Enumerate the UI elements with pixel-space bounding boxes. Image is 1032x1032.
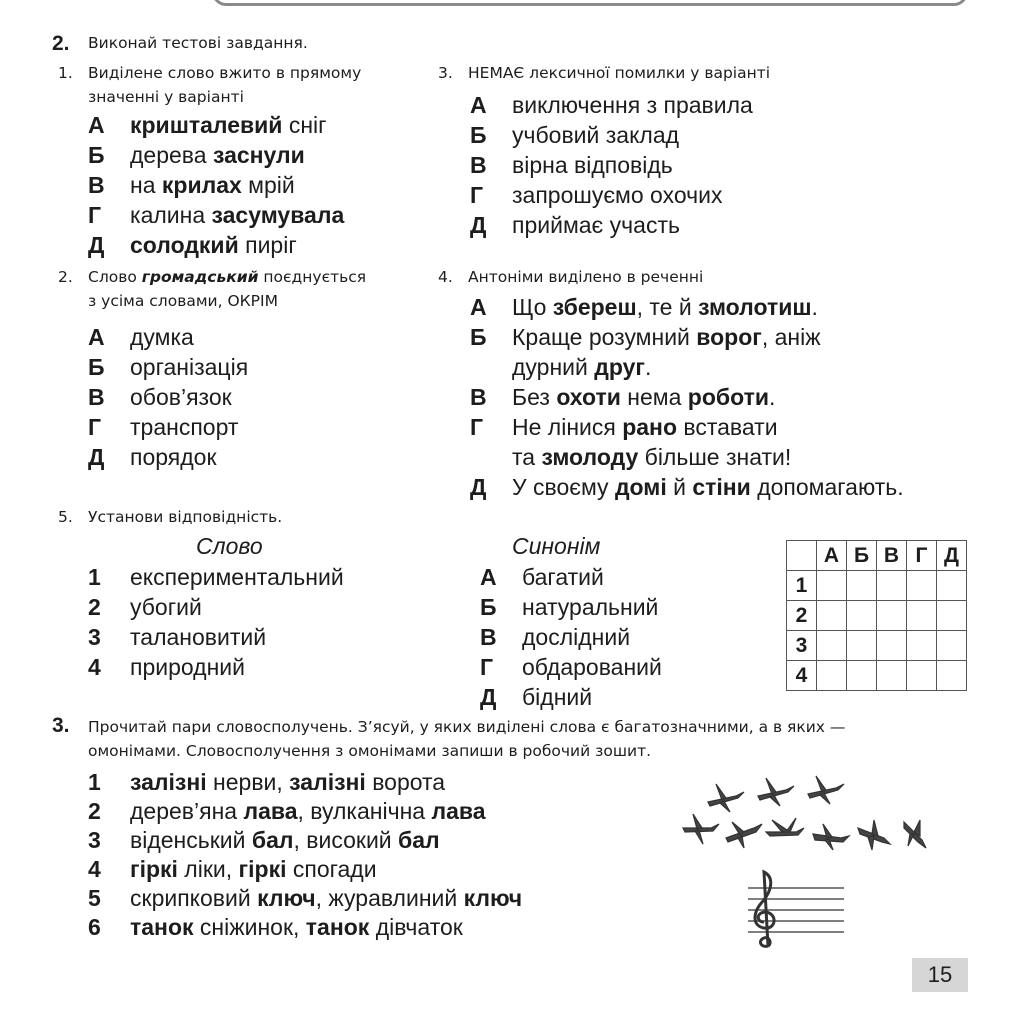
item-number: 6: [88, 914, 101, 940]
grid-row: [787, 661, 967, 691]
q2-options: [88, 322, 248, 472]
page-number: 15: [912, 958, 968, 992]
option-letter: В: [470, 152, 487, 178]
exercise-3-instruction-line2: омонімами. Словосполучення з омонімами запиши в робочий зошит.: [88, 742, 652, 760]
option-letter: Б: [88, 354, 105, 380]
highlighted-word: залізні: [130, 769, 207, 795]
crane-bird: [766, 818, 804, 836]
q5-word-item: [88, 592, 344, 622]
option-letter: Б: [470, 122, 487, 148]
option-letter: Г: [480, 654, 494, 680]
grid-column-header: Г: [907, 541, 937, 571]
option-text: калина: [130, 202, 212, 228]
q5-text: Установи відповідність.: [88, 508, 283, 526]
answer-grid-table: [786, 540, 967, 691]
option-text: багатий: [522, 564, 604, 590]
grid-answer-cell[interactable]: [907, 571, 937, 601]
option-text: дослідний: [522, 624, 631, 650]
q2-text-line1: Слово громадський поєднується: [88, 268, 367, 286]
option-letter: Г: [88, 202, 102, 228]
item-number: 3: [88, 827, 101, 853]
grid-row-header: 4: [787, 661, 817, 691]
q3-option: [470, 90, 753, 120]
grid-answer-cell[interactable]: [907, 631, 937, 661]
q1-option: [88, 230, 344, 260]
option-text: думка: [130, 324, 194, 350]
q1-number: 1.: [58, 64, 73, 82]
option-text: приймає участь: [512, 212, 680, 238]
highlighted-word: танок: [130, 914, 194, 940]
item-text: спогади: [286, 856, 377, 882]
option-text: вірна відповідь: [512, 152, 673, 178]
q5-synonym-item: [480, 562, 662, 592]
grid-column-header: В: [877, 541, 907, 571]
grid-answer-cell[interactable]: [937, 631, 967, 661]
option-text: виключення з правила: [512, 92, 753, 118]
option-letter: Г: [88, 414, 102, 440]
grid-answer-cell[interactable]: [817, 571, 847, 601]
q1-option: [88, 110, 344, 140]
crane-bird: [813, 824, 849, 850]
item-text: віденський: [130, 827, 252, 853]
header-frame: [212, 0, 968, 6]
grid-column-header: Д: [937, 541, 967, 571]
treble-clef-icon: [755, 872, 774, 946]
q3-option: [470, 210, 753, 240]
q4-option-b: Б Краще розумний ворог, аніж: [470, 324, 821, 350]
option-text: пиріг: [238, 232, 297, 258]
item-text: скрипковий: [130, 885, 258, 911]
q4-option-v: В Без охоти нема роботи.: [470, 384, 776, 410]
highlighted-word: лава: [243, 798, 298, 824]
item-text: , високий: [293, 827, 399, 853]
grid-column-header: А: [817, 541, 847, 571]
item-text: нерви,: [206, 769, 290, 795]
highlighted-word: засумувала: [211, 202, 345, 228]
option-letter: А: [88, 324, 105, 350]
highlighted-word: солодкий: [130, 232, 239, 258]
item-number: 4: [88, 654, 101, 680]
q4-option-d: Д У своєму домі й стіни допомагають.: [470, 474, 904, 500]
item-number: 1: [88, 769, 101, 795]
q1-option: [88, 200, 344, 230]
highlighted-word: гіркі: [238, 856, 287, 882]
ex3-item: [88, 855, 522, 884]
item-text: , журавлиний: [315, 885, 464, 911]
q5-synonym-item: [480, 592, 662, 622]
grid-corner-cell: [787, 541, 817, 571]
option-letter: Б: [88, 142, 105, 168]
highlighted-word: залізні: [289, 769, 366, 795]
q3-option: [470, 150, 753, 180]
option-letter: А: [470, 92, 487, 118]
grid-row: [787, 631, 967, 661]
q2-option: [88, 382, 248, 412]
q4-option-a: А Що збереш, те й змолотиш.: [470, 294, 818, 320]
grid-answer-cell[interactable]: [847, 631, 877, 661]
q1-text-line1: Виділене слово вжито в прямому: [88, 64, 362, 82]
grid-row-header: 3: [787, 631, 817, 661]
item-text: природний: [130, 654, 245, 680]
highlighted-word: ключ: [463, 885, 523, 911]
q5-synonym-item: [480, 652, 662, 682]
crane-bird: [726, 822, 762, 848]
highlighted-word: крилах: [161, 172, 242, 198]
item-text: убогий: [130, 594, 202, 620]
q4-number: 4.: [438, 268, 453, 286]
item-number: 1: [88, 564, 101, 590]
cranes-illustration: [672, 770, 942, 870]
exercise-2-instruction: Виконай тестові завдання.: [88, 34, 308, 52]
grid-answer-cell[interactable]: [877, 571, 907, 601]
item-text: , вулканічна: [297, 798, 432, 824]
crane-bird: [858, 820, 890, 850]
treble-clef-staff: [740, 866, 850, 956]
crane-flock: [683, 776, 926, 850]
item-text: дівчаток: [369, 914, 463, 940]
q5-words: [88, 562, 344, 682]
q5-synonym-item: [480, 682, 662, 712]
crane-bird: [758, 778, 794, 806]
ex3-items: [88, 768, 522, 942]
crane-bird: [808, 776, 844, 804]
grid-answer-cell[interactable]: [847, 571, 877, 601]
q3-option: [470, 180, 753, 210]
highlighted-word: лава: [431, 798, 486, 824]
q5-word-item: [88, 562, 344, 592]
q5-number: 5.: [58, 508, 73, 526]
highlighted-word: кришталевий: [130, 112, 283, 138]
q5-word-item: [88, 622, 344, 652]
q2-option: [88, 442, 248, 472]
q2-text-line2: з усіма словами, ОКРІМ: [88, 292, 278, 310]
highlighted-word: танок: [305, 914, 370, 940]
q1-option: [88, 170, 344, 200]
option-text: бідний: [522, 684, 593, 710]
ex3-item: [88, 797, 522, 826]
q2-option: [88, 352, 248, 382]
grid-answer-cell[interactable]: [907, 661, 937, 691]
option-text: учбовий заклад: [512, 122, 680, 148]
highlighted-word: ключ: [257, 885, 316, 911]
item-text: ліки,: [177, 856, 239, 882]
q3-options: [470, 90, 753, 240]
option-text: сніг: [282, 112, 327, 138]
option-text: натуральний: [522, 594, 659, 620]
option-letter: В: [480, 624, 497, 650]
item-number: 5: [88, 885, 101, 911]
q5-synonym-item: [480, 622, 662, 652]
item-number: 2: [88, 594, 101, 620]
option-letter: Д: [480, 684, 497, 710]
q4-option-b-cont: дурний друг.: [512, 354, 652, 380]
option-letter: А: [480, 564, 497, 590]
grid-answer-cell[interactable]: [937, 571, 967, 601]
highlighted-word: бал: [251, 827, 294, 853]
option-letter: А: [88, 112, 105, 138]
option-letter: Г: [470, 182, 484, 208]
exercise-2-number: 2.: [52, 32, 70, 55]
ex3-item: [88, 826, 522, 855]
highlighted-word: бал: [398, 827, 440, 853]
q5-col2-title: Синонім: [512, 533, 601, 559]
q2-option: [88, 322, 248, 352]
q3-number: 3.: [438, 64, 453, 82]
exercise-3-instruction-line1: Прочитай пари словосполучень. З’ясуй, у яких виділені слова є багатозначними, а в яких —: [88, 718, 846, 736]
option-letter: Д: [88, 444, 105, 470]
q4-option-g-cont: та змолоду більше знати!: [512, 444, 792, 470]
q1-options: [88, 110, 344, 260]
grid-answer-cell[interactable]: [817, 631, 847, 661]
grid-header-row: [787, 541, 967, 571]
crane-bird: [683, 814, 719, 844]
grid-row: [787, 571, 967, 601]
q2-number: 2.: [58, 268, 73, 286]
option-text: дерева: [130, 142, 213, 168]
option-letter: Б: [480, 594, 497, 620]
item-number: 3: [88, 624, 101, 650]
grid-answer-cell[interactable]: [937, 661, 967, 691]
item-number: 2: [88, 798, 101, 824]
q5-col1-title: Слово: [196, 533, 263, 559]
q3-text: НЕМАЄ лексичної помилки у варіанті: [468, 64, 771, 82]
option-text: порядок: [130, 444, 217, 470]
grid-answer-cell[interactable]: [877, 631, 907, 661]
q2-key-word: громадський: [141, 268, 259, 286]
staff-lines: [748, 888, 844, 932]
crane-bird: [904, 820, 926, 848]
option-text: обов’язок: [130, 384, 232, 410]
option-text: обдарований: [522, 654, 662, 680]
grid-answer-cell[interactable]: [817, 601, 847, 631]
q1-option: [88, 140, 344, 170]
q4-option-g: Г Не лінися рано вставати: [470, 414, 778, 440]
option-text: транспорт: [130, 414, 239, 440]
option-text: мрій: [241, 172, 295, 198]
option-text: організація: [130, 354, 249, 380]
answer-grid: [786, 540, 967, 691]
highlighted-word: заснули: [212, 142, 305, 168]
option-letter: Д: [470, 212, 487, 238]
ex3-item: [88, 913, 522, 942]
crane-bird: [708, 784, 744, 812]
q5-synonyms: [480, 562, 662, 712]
option-letter: В: [88, 384, 105, 410]
item-number: 4: [88, 856, 101, 882]
grid-answer-cell[interactable]: [937, 601, 967, 631]
item-text: сніжинок,: [193, 914, 306, 940]
q4-options: [470, 292, 904, 502]
q5-word-item: [88, 652, 344, 682]
grid-answer-cell[interactable]: [877, 601, 907, 631]
grid-answer-cell[interactable]: [877, 661, 907, 691]
grid-answer-cell[interactable]: [847, 661, 877, 691]
item-text: талановитий: [130, 624, 267, 650]
grid-answer-cell[interactable]: [907, 601, 937, 631]
grid-row: [787, 601, 967, 631]
option-letter: Д: [88, 232, 105, 258]
highlighted-word: гіркі: [130, 856, 178, 882]
item-text: ворота: [365, 769, 446, 795]
grid-answer-cell[interactable]: [817, 661, 847, 691]
option-text: на: [130, 172, 162, 198]
item-text: дерев’яна: [130, 798, 244, 824]
item-text: експериментальний: [130, 564, 344, 590]
ex3-item: [88, 768, 522, 797]
q1-text-line2: значенні у варіанті: [88, 88, 244, 106]
q3-option: [470, 120, 753, 150]
option-text: запрошуємо охочих: [512, 182, 723, 208]
q4-text: Антоніми виділено в реченні: [468, 268, 704, 286]
grid-row-header: 1: [787, 571, 817, 601]
option-letter: В: [88, 172, 105, 198]
grid-row-header: 2: [787, 601, 817, 631]
ex3-item: [88, 884, 522, 913]
grid-column-header: Б: [847, 541, 877, 571]
exercise-3-number: 3.: [52, 714, 70, 737]
q2-option: [88, 412, 248, 442]
grid-answer-cell[interactable]: [847, 601, 877, 631]
